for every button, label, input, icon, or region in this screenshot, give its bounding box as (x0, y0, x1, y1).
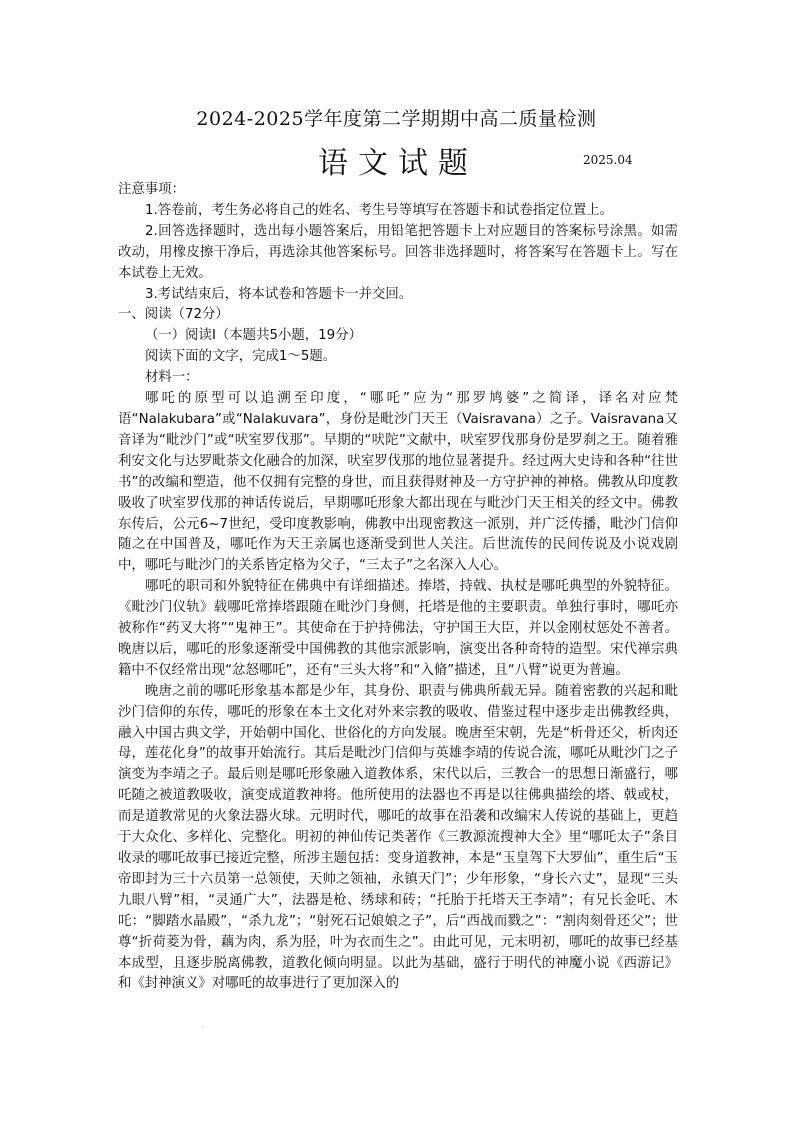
subject-title: 语文试题 (318, 146, 478, 181)
note-item: 3.考试结束后，将本试卷和答题卡一并交回。 (145, 286, 413, 302)
body-paragraph: 晚唐之前的哪吒形象基本都是少年，其身份、职责与佛典所载无异。随着密教的兴起和毗沙门信仰的东传，哪吒的形象在本土文化对外来宗教的吸收、借鉴过程中逐步走出佛教经典，融入中国古典文学，开始朝中国化、世俗化的方向发展。晚唐至宋朝，先是“析骨还父，析肉还母，莲花化身”的故事开始流行。其后是毗沙门信仰与英雄李靖的传说合流，哪吒从毗沙门之子演变为李靖之子。最后则是哪吒形象融入道教体系，宋代以后，三教合一的思想日渐盛行，哪吒随之被道教吸收，演变成道教神将。他所使用的法器也不再是以往佛典描绘的塔、戟或杖，而是道教常见的火象法器火球。元明时代，哪吒的故事在沿袭和改编宋人传说的基础上，更趋于大众化、多样化、完整化。明初的神仙传记类著作《三教源流搜神大全》里“哪吒太子”条目收录的哪吒故事已接近完整，所涉主题包括：变身道教神，本是“玉皇驾下大罗仙”，重生后“玉帝即封为三十六员第一总领使，天帅之领袖，永镇天门”；少年形象，“身长六丈”，显现“三头九眼八臂”相，“灵通广大”，法器是枪、绣球和砖；“托胎于托塔天王李靖”；有兄长金吒、木吒：“脚踏水晶殿”，“杀九龙”；“射死石记娘娘之子”，后“西战而戮之”：“割肉刻骨还父”；世尊“折荷菱为骨，藕为肉，系为胫，叶为衣而生之”。由此可见，元末明初，哪吒的故事已经基本成型，且逐步脱离佛教，道教化倾向明显。以此为基础，盛行于明代的神魔小说《西游记》和《封神演义》对哪吒的故事进行了更加深入的 (118, 683, 678, 992)
body-paragraph: 哪吒的职司和外貌特征在佛典中有详细描述。捧塔，持戟、执杖是哪吒典型的外貌特征。《毗沙门仪轨》载哪吒常捧塔跟随在毗沙门身侧，托塔是他的主要职责。单独行事时，哪吒亦被称作“药叉大将”“鬼神王”。其使命在于护持佛法，守护国王大臣，并以金刚杖惩处不善者。晚唐以后，哪吒的形象逐渐受中国佛教的其他宗派影响，演变出各种奇特的造型。宋代禅宗典籍中不仅经常出现“忿怒哪吒”，还有“三头大将”和“入脩”描述，且“八臂”说更为普遍。 (118, 579, 678, 678)
exam-title: 2024-2025学年度第二学期期中高二质量检测 (196, 108, 597, 130)
notes-heading: 注意事项： (118, 182, 185, 197)
scan-speck (202, 1026, 204, 1028)
section-heading: 一、阅读（72分） (118, 307, 229, 323)
body-paragraph: 哪吒的原型可以追溯至印度，“哪吒”应为“那罗鸠婆”之简译，译名对应梵语“Nalakubara”或“Nalakuvara”，身份是毗沙门天王（Vaisravana）之子。Vaisravana又音译为“毗沙门”或“吠室罗伐那”。早期的“吠陀”文献中，吠室罗伐那身份是罗刹之王。随着雅利安文化与达罗毗荼文化融合的加深，吠室罗伐那的地位显著提升。经过两大史诗和各种“往世书”的改编和塑造，他不仅拥有完整的身世，而且获得财神及一方守护神的神格。佛教从印度教吸收了吠室罗伐那的神话传说后，早期哪吒形象大都出现在与毗沙门天王相关的经文中。佛教东传后，公元6~7世纪，受印度教影响，佛教中出现密教这一派别，并广泛传播，毗沙门信仰随之在中国普及，哪吒作为天王亲属也逐渐受到世人关注。后世流传的民间传说及小说戏剧中，哪吒与毗沙门的关系皆定格为父子，“三太子”之名深入人心。 (118, 391, 678, 574)
note-item: 1.答卷前，考生务必将自己的姓名、考生号等填写在答题卡和试卷指定位置上。 (145, 202, 614, 218)
exam-date: 2025.04 (583, 153, 633, 167)
exam-content (118, 180, 678, 995)
reading-instruction: 阅读下面的文字，完成1～5题。 (145, 349, 337, 365)
note-item: 2.回答选择题时，选出每小题答案后，用铅笔把答题卡上对应题目的答案标号涂黑。如需改动，用橡皮擦干净后，再选涂其他答案标号。回答非选择题时，将答案写在答题卡上。写在本试卷上无效。 (118, 223, 678, 281)
material-label: 材料一： (145, 370, 199, 386)
section-subheading: （一）阅读Ⅰ（本题共5小题，19分） (145, 328, 362, 344)
